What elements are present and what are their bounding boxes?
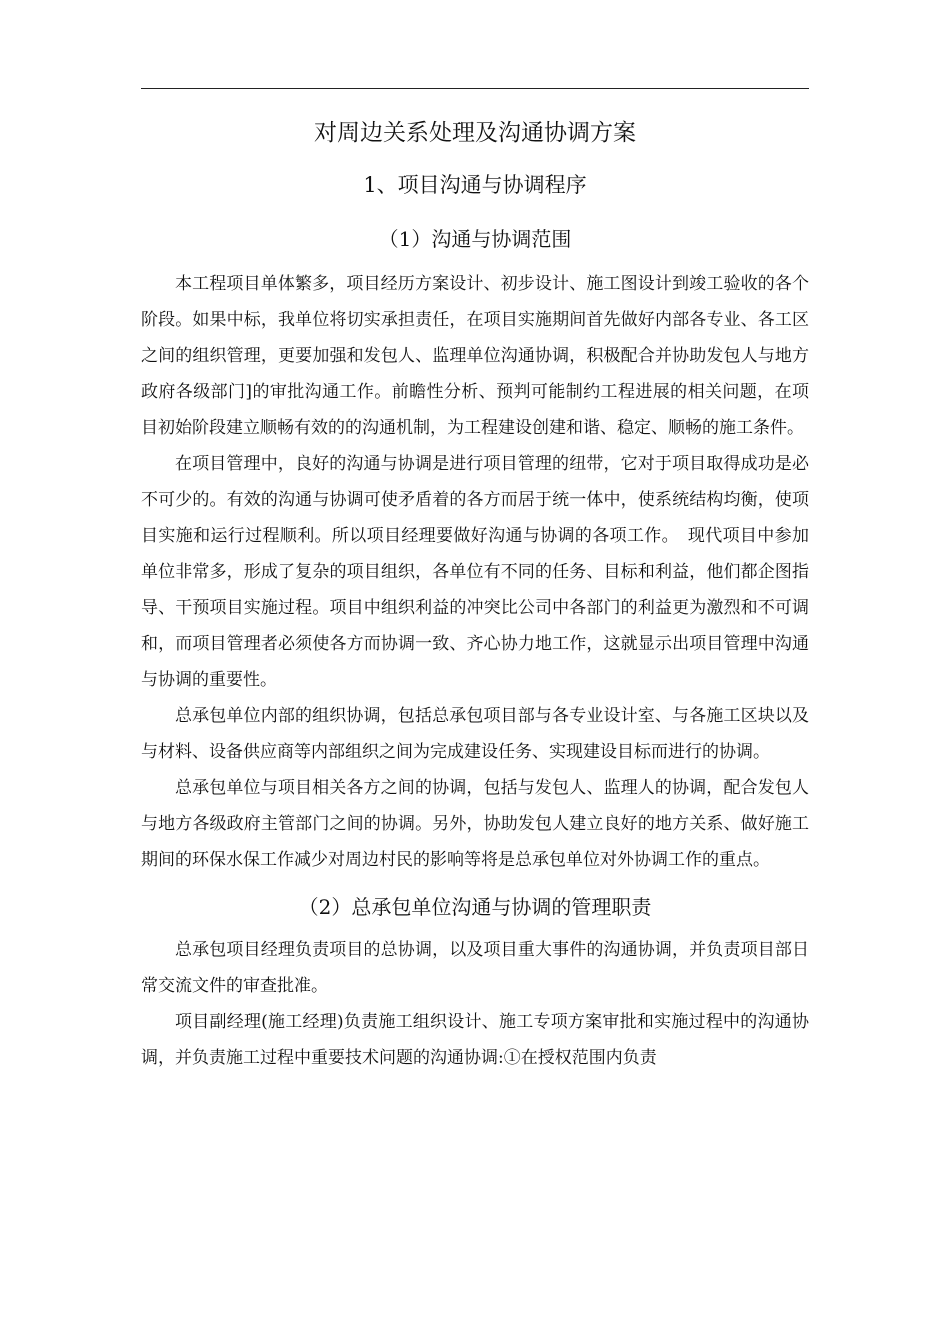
header-rule xyxy=(141,88,809,89)
paragraph: 总承包单位与项目相关各方之间的协调，包括与发包人、监理人的协调，配合发包人与地方各级政府主管部门之间的协调。另外，协助发包人建立良好的地方关系、做好施工期间的环保水保工作减少对周边村民的影响等将是总承包单位对外协调工作的重点。 xyxy=(141,778,809,870)
subsection-heading-duties: （2）总承包单位沟通与协调的管理职责 xyxy=(298,895,652,919)
paragraph: 项目副经理(施工经理)负责施工组织设计、施工专项方案审批和实施过程中的沟通协调，并负责施工过程中重要技术问题的沟通协调:①在授权范围内负责 xyxy=(141,1012,809,1068)
section-heading: 1、项目沟通与协调程序 xyxy=(363,173,587,197)
paragraph: 总承包项目经理负责项目的总协调，以及项目重大事件的沟通协调，并负责项目部日常交流文件的审查批准。 xyxy=(141,940,809,996)
document-body xyxy=(141,110,809,1076)
paragraph: 在项目管理中，良好的沟通与协调是进行项目管理的纽带，它对于项目取得成功是必不可少的。有效的沟通与协调可使矛盾着的各方而居于统一体中，使系统结构均衡，使项目实施和运行过程顺利。所以项目经理要做好沟通与协调的各项工作。 现代项目中参加单位非常多，形成了复杂的项目组织，各单位有不同的任务、目标和利益，他们都企图指导、干预项目实施过程。项目中组织利益的冲突比公司中各部门的利益更为激烈和不可调和，而项目管理者必须使各方而协调一致、齐心协力地工作，这就显示出项目管理中沟通与协调的重要性。 xyxy=(141,454,809,690)
paragraph: 本工程项目单体繁多，项目经历方案设计、初步设计、施工图设计到竣工验收的各个阶段。如果中标，我单位将切实承担责任，在项目实施期间首先做好内部各专业、各工区之间的组织管理，更要加强和发包人、监理单位沟通协调，积极配合并协助发包人与地方政府各级部门]的审批沟通工作。前瞻性分析、预判可能制约工程进展的相关问题，在项目初始阶段建立顺畅有效的的沟通机制，为工程建设创建和谐、稳定、顺畅的施工条件。 xyxy=(141,274,809,438)
document-title: 对周边关系处理及沟通协调方案 xyxy=(314,120,636,146)
subsection-heading-scope: （1）沟通与协调范围 xyxy=(378,227,572,251)
paragraph: 总承包单位内部的组织协调，包括总承包项目部与各专业设计室、与各施工区块以及与材料、设备供应商等内部组织之间为完成建设任务、实现建设目标而进行的协调。 xyxy=(141,706,809,762)
